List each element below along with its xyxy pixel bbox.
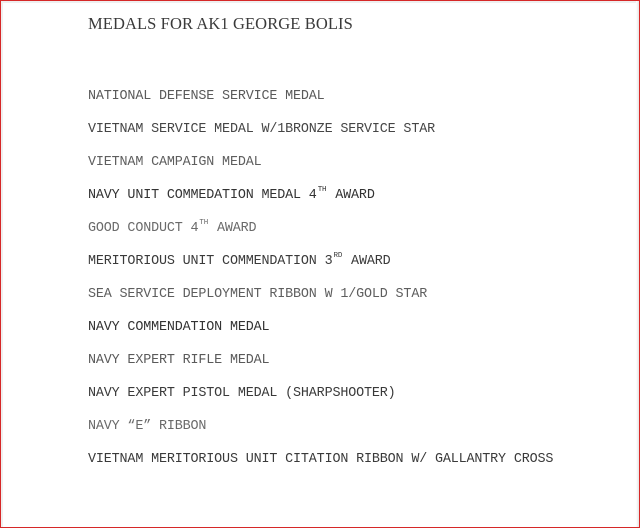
scan-edge-right [636,1,639,527]
medal-text: MERITORIOUS UNIT COMMENDATION 3 [88,254,333,269]
medal-ordinal-suffix: TH [199,219,209,227]
medal-text: VIETNAM CAMPAIGN MEDAL [88,155,262,170]
medal-text-after: AWARD [209,221,257,236]
medal-text: NAVY UNIT COMMEDATION MEDAL 4 [88,188,317,203]
medal-text-after: AWARD [343,254,391,269]
medal-item [88,284,553,317]
medal-text: NAVY “E” RIBBON [88,419,207,434]
medal-text: NAVY COMMENDATION MEDAL [88,320,270,335]
medal-item [88,350,553,383]
medal-text: NATIONAL DEFENSE SERVICE MEDAL [88,89,325,104]
medal-item [88,416,553,449]
scan-edge-top [1,1,639,3]
medal-text: VIETNAM MERITORIOUS UNIT CITATION RIBBON W/ GALLANTRY CROSS [88,452,554,467]
medal-ordinal-suffix: RD [333,252,343,260]
document-title: MEDALS FOR AK1 GEORGE BOLIS [88,14,353,33]
medal-text: SEA SERVICE DEPLOYMENT RIBBON W 1/GOLD STAR [88,287,428,302]
medal-list [88,86,553,482]
medal-text: NAVY EXPERT RIFLE MEDAL [88,353,270,368]
medal-item [88,449,553,482]
medal-item [88,383,553,416]
medal-text: NAVY EXPERT PISTOL MEDAL (SHARPSHOOTER) [88,386,396,401]
medal-item [88,119,553,152]
medal-item [88,218,553,251]
medal-item [88,86,553,119]
medal-ordinal-suffix: TH [317,186,327,194]
medal-text: GOOD CONDUCT 4 [88,221,199,236]
medal-text-after: AWARD [327,188,375,203]
medal-item [88,251,553,284]
medal-item [88,317,553,350]
medal-item [88,185,553,218]
scan-edge-left [1,1,3,527]
medal-item [88,152,553,185]
medal-text: VIETNAM SERVICE MEDAL W/1BRONZE SERVICE STAR [88,122,435,137]
